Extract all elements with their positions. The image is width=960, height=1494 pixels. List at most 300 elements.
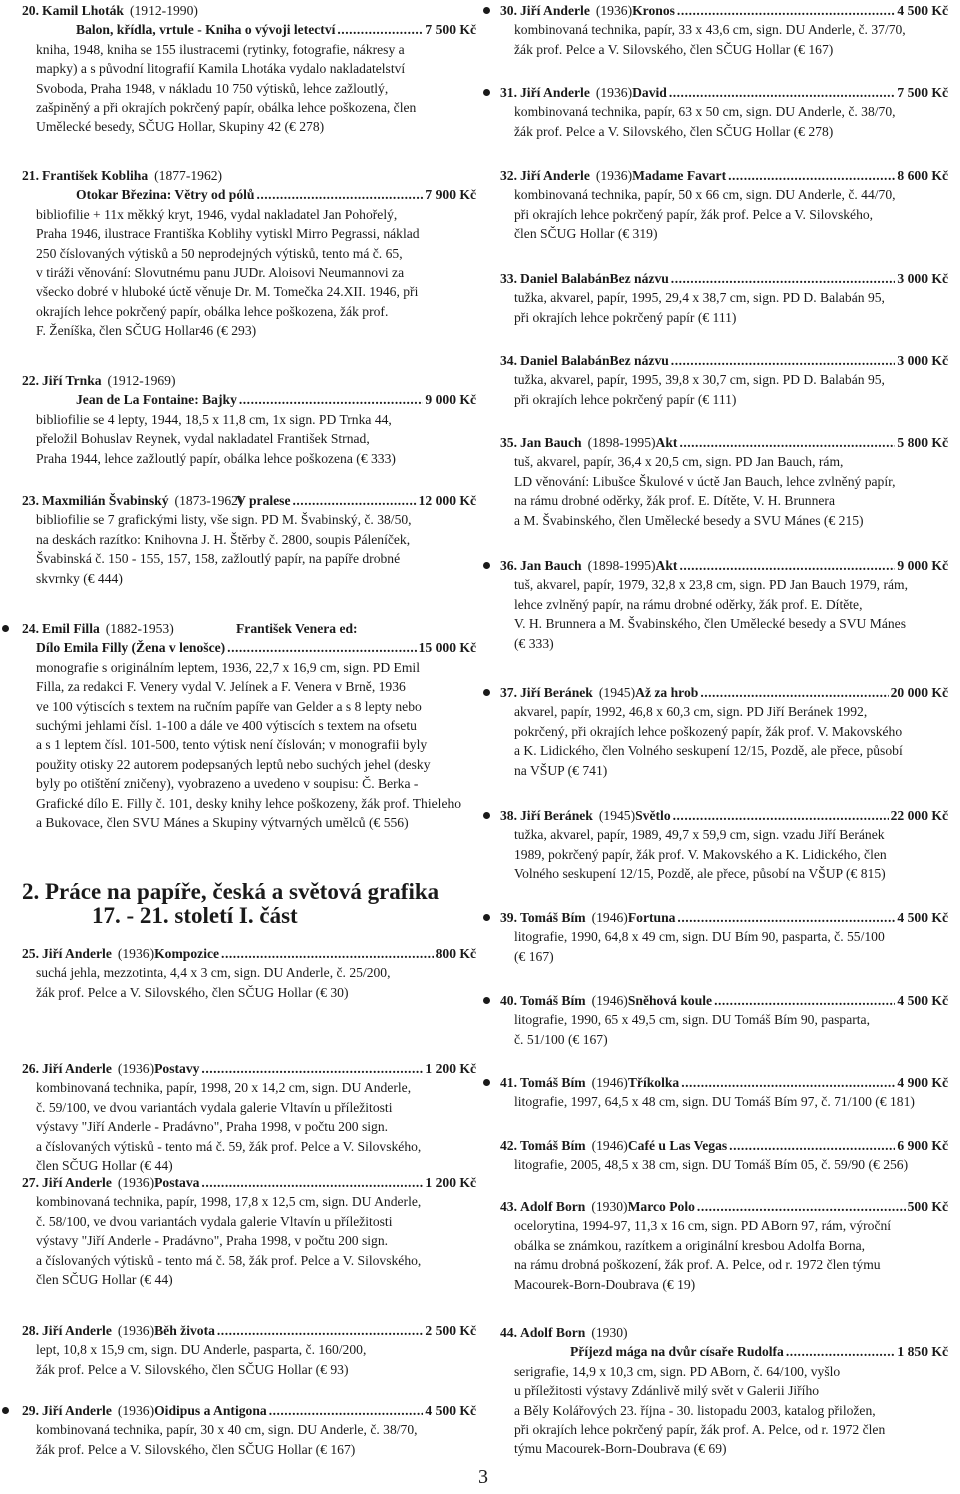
artwork-title: Marco Polo xyxy=(627,1199,695,1214)
description-line: výstavy "Jiří Anderle - Pradávno", Praha 1998, v počtu 200 sign. xyxy=(36,1233,389,1249)
entry-number: 24. xyxy=(22,621,39,636)
description-line: č. 59/100, ve dvou variantách vydala galerie Vltavín u příležitosti xyxy=(36,1099,393,1115)
bullet-icon xyxy=(483,997,490,1004)
artwork-title: Oidipus a Antigona xyxy=(154,1403,267,1418)
description-line: a M. Švabinského, člen Umělecké besedy a SVU Mánes (€ 215) xyxy=(514,512,864,528)
artwork-title: Bez názvu xyxy=(609,271,669,286)
entry-header xyxy=(500,166,948,185)
artist-years: (1873-1962) xyxy=(174,493,243,508)
entry-author xyxy=(500,269,610,288)
page-number: 3 xyxy=(478,1466,488,1488)
entry-author xyxy=(22,1173,154,1192)
description-line: Švabinská č. 150 - 155, 157, 158, zažloutlý papír, na papíře drobné xyxy=(36,551,401,567)
description-line: Svoboda, Praha 1948, v nákladu 10 750 výtisků, lehce zažloutlý, xyxy=(36,80,389,96)
description-line: skvrnky (€ 444) xyxy=(36,570,123,586)
catalog-entry xyxy=(500,1323,948,1459)
description-line: žák prof. Pelce a V. Silovského, člen SČUG Hollar (€ 93) xyxy=(36,1361,349,1377)
entry-header xyxy=(500,433,948,452)
catalog-entry xyxy=(22,371,476,468)
entry-subtitle-row xyxy=(500,1342,948,1361)
description-line: člen SČUG Hollar (€ 319) xyxy=(514,226,658,242)
description-line: tužka, akvarel, papír, 1995, 39,8 x 30,7 cm, sign. PD D. Balabán 95, xyxy=(514,372,885,388)
artist-name: Tomáš Bím xyxy=(520,1138,586,1153)
price: 1 850 Kč xyxy=(897,1344,948,1360)
artwork-title: Příjezd mága na dvůr císaře Rudolfa xyxy=(570,1344,784,1360)
entry-description xyxy=(22,1192,476,1289)
artist-years: (1946) xyxy=(591,910,628,925)
leader-dots xyxy=(671,351,896,370)
entry-author xyxy=(22,166,222,185)
catalog-entry xyxy=(500,351,948,409)
catalog-entry xyxy=(22,1059,476,1175)
entry-header xyxy=(22,1173,476,1192)
artist-years: (1912-1990) xyxy=(129,3,198,18)
artwork-title: Až za hrob xyxy=(635,685,699,700)
entry-author xyxy=(500,1073,628,1092)
price: 22 000 Kč xyxy=(890,808,948,823)
price: 3 000 Kč xyxy=(897,271,948,286)
entry-header xyxy=(22,1059,476,1078)
artist-name: Jan Bauch xyxy=(520,558,582,573)
catalog-entry xyxy=(22,491,476,588)
description-line: při okrajích lehce pokrčený papír (€ 111) xyxy=(514,391,737,407)
leader-dots xyxy=(677,1,895,20)
entry-author xyxy=(500,1136,628,1155)
description-line: na rámu drobné oděrky, žák prof. E. Dítěte, V. H. Brunnera xyxy=(514,493,835,509)
entry-header xyxy=(500,83,948,102)
entry-description xyxy=(22,410,476,468)
description-line: lehce zvlněný papír, na rámu drobné oděrky, žák prof. E. Dítěte, xyxy=(514,596,863,612)
leader-dots xyxy=(681,1073,895,1092)
description-line: kombinovaná technika, papír, 63 x 50 cm, sign. DU Anderle, č. 38/70, xyxy=(514,104,896,120)
description-line: kombinovaná technika, papír, 33 x 43,6 cm, sign. DU Anderle, č. 37/70, xyxy=(514,22,906,38)
leader-dots xyxy=(728,166,895,185)
entry-author xyxy=(500,166,632,185)
description-line: bibliofilie se 7 grafickými listy, vše sign. PD M. Švabinský, č. 38/50, xyxy=(36,512,412,528)
catalog-entry xyxy=(500,1073,948,1112)
entry-description xyxy=(500,1010,948,1049)
description-line: člen SČUG Hollar (€ 44) xyxy=(36,1158,173,1174)
entry-number: 31. xyxy=(500,85,517,100)
description-line: obálka se známkou, razítkem a originální kresbou Adolfa Borna, xyxy=(514,1237,866,1253)
artwork-title: Běh života xyxy=(154,1323,215,1338)
entry-number: 34. xyxy=(500,353,517,368)
description-line: a s 1 leptem čísl. 101-500, tento výtisk není číslován; v monografii byly xyxy=(36,737,428,753)
description-line: okrajích lehce pokrčený papír, obálka lehce poškozena, žák prof. xyxy=(36,303,389,319)
description-line: při okrajích lehce pokrčený papír, žák prof. Pelce a V. Silovského, xyxy=(514,206,874,222)
artwork-title: Světlo xyxy=(635,808,671,823)
artist-years: (1912-1969) xyxy=(107,373,176,388)
artwork-title: Café u Las Vegas xyxy=(627,1138,728,1153)
artist-years: (1936) xyxy=(595,168,633,183)
entry-number: 42. xyxy=(500,1138,517,1153)
description-line: a číslovaných výtisků - tento má č. 58, žák prof. Pelce a V. Silovského, xyxy=(36,1252,422,1268)
entry-subtitle-row xyxy=(22,20,476,39)
section-heading-line1: 2. Práce na papíře, česká a světová grafika xyxy=(22,879,440,904)
entry-description xyxy=(22,510,476,588)
entry-author xyxy=(500,556,656,575)
entry-number: 29. xyxy=(22,1403,39,1418)
description-line: byly po otištění zničeny), vyobrazeno a uvedeno v soupisu: Č. Berka - xyxy=(36,776,419,792)
artwork-title: Fortuna xyxy=(627,910,676,925)
description-line: suchá jehla, mezzotinta, 4,4 x 3 cm, sign. DU Anderle, č. 25/200, xyxy=(36,965,391,981)
entry-header xyxy=(22,1,476,20)
artwork-title: Kompozice xyxy=(154,946,220,961)
description-line: pokrčený, při okrajích lehce poškozený papír, žák prof. V. Makovského xyxy=(514,723,903,739)
entry-description xyxy=(22,1078,476,1175)
price: 8 600 Kč xyxy=(897,168,948,183)
price: 20 000 Kč xyxy=(890,685,948,700)
section-heading xyxy=(22,880,476,928)
description-line: mapky) a s původní litografií Kamila Lhotáka vydalo nakladatelství xyxy=(36,61,406,77)
artist-name: Jiří Trnka xyxy=(42,373,102,388)
artwork-title: Tříkolka xyxy=(627,1075,680,1090)
artwork-title: V pralese xyxy=(236,493,291,508)
entry-number: 26. xyxy=(22,1061,39,1076)
leader-dots xyxy=(700,683,888,702)
entry-number: 21. xyxy=(22,168,39,183)
entry-author xyxy=(22,371,176,390)
leader-dots xyxy=(227,638,416,657)
price: 6 900 Kč xyxy=(897,1138,948,1153)
description-line: výstavy "Jiří Anderle - Pradávno", Praha 1998, v počtu 200 sign. xyxy=(36,1119,389,1135)
description-line: u příležitosti výstavy Zdánlivě milý svět v Galerii Jiřího xyxy=(514,1383,820,1399)
artist-name: Tomáš Bím xyxy=(520,1075,586,1090)
entry-number: 28. xyxy=(22,1323,39,1338)
artist-name: Jiří Beránek xyxy=(520,808,593,823)
artist-years: (1936) xyxy=(117,946,155,961)
description-line: žák prof. Pelce a V. Silovského, člen SČUG Hollar (€ 30) xyxy=(36,984,349,1000)
artist-name: Tomáš Bím xyxy=(520,993,586,1008)
leader-dots xyxy=(256,185,423,204)
entry-header xyxy=(500,1136,948,1155)
price: 4 900 Kč xyxy=(897,1075,948,1090)
artist-name: Maxmilián Švabinský xyxy=(42,493,169,508)
description-line: při okrajích lehce pokrčený papír, žák prof. A. Pelce, od r. 1972 člen xyxy=(514,1422,886,1438)
entry-header xyxy=(500,806,948,825)
leader-dots xyxy=(337,20,423,39)
description-line: žák prof. Pelce a V. Silovského, člen SČUG Hollar (€ 167) xyxy=(36,1441,356,1457)
entry-author xyxy=(500,683,635,702)
artist-name: Jiří Anderle xyxy=(520,85,590,100)
catalog-entry xyxy=(500,991,948,1049)
description-line: tužka, akvarel, papír, 1995, 29,4 x 38,7 cm, sign. PD D. Balabán 95, xyxy=(514,290,885,306)
entry-number: 20. xyxy=(22,3,39,18)
catalog-entry xyxy=(500,1,948,59)
description-line: Volného seskupení 12/15, Pozdě, ale přece, působí na VŠUP (€ 815) xyxy=(514,866,886,882)
description-line: bibliofilie + 11x měkký kryt, 1946, vydal nakladatel Jan Pohořelý, xyxy=(36,206,398,222)
description-line: litografie, 1990, 65 x 49,5 cm, sign. DU Tomáš Bím 90, pasparta, xyxy=(514,1012,870,1028)
bullet-icon xyxy=(483,562,490,569)
description-line: na VŠUP (€ 741) xyxy=(514,762,608,778)
entry-header xyxy=(22,491,476,510)
price: 7 500 Kč xyxy=(425,22,476,38)
description-line: a číslovaných výtisků - tento má č. 59, žák prof. Pelce a V. Silovského, xyxy=(36,1138,422,1154)
description-line: zašpiněný a při okrajích pokrčený papír, obálka lehce poškozena, člen xyxy=(36,100,417,116)
description-line: ve 100 výtiscích s textem na ručním papíře van Gelder a s 8 lepty nebo xyxy=(36,698,422,714)
entry-number: 30. xyxy=(500,3,517,18)
artist-name: Jiří Anderle xyxy=(520,3,590,18)
description-line: Praha 1944, lehce zažloutlý papír, obálka lehce poškozena (€ 333) xyxy=(36,450,396,466)
leader-dots xyxy=(217,1321,424,1340)
artist-years: (1946) xyxy=(591,1075,628,1090)
description-line: suchými jehlami čísl. 1-100 a dále ve 400 výtiscích s textem na ofsetu xyxy=(36,718,417,734)
description-line: a Běly Kolářových 23. října - 30. listopadu 2003, katalog přiložen, xyxy=(514,1402,876,1418)
price: 9 000 Kč xyxy=(425,392,476,408)
artist-years: (1877-1962) xyxy=(154,168,223,183)
entry-description xyxy=(500,185,948,243)
price: 4 500 Kč xyxy=(897,3,948,18)
entry-number: 41. xyxy=(500,1075,517,1090)
price: 1 200 Kč xyxy=(425,1061,476,1076)
entry-author xyxy=(22,1321,154,1340)
leader-dots xyxy=(677,908,895,927)
price: 15 000 Kč xyxy=(418,640,476,656)
price: 500 Kč xyxy=(907,1199,948,1214)
artwork-title: Dílo Emila Filly (Žena v lenošce) xyxy=(36,640,226,656)
description-line: na rámu drobná poškození, žák prof. A. Pelce, od r. 1972 člen týmu xyxy=(514,1257,881,1273)
artist-years: (1945) xyxy=(598,685,636,700)
entry-subtitle-row xyxy=(22,185,476,204)
entry-description xyxy=(22,658,476,833)
description-line: č. 51/100 (€ 167) xyxy=(514,1031,608,1047)
entry-author xyxy=(500,991,628,1010)
entry-author xyxy=(500,806,635,825)
artist-name: Emil Filla xyxy=(42,621,100,636)
artist-name: Jiří Anderle xyxy=(42,1403,112,1418)
bullet-icon xyxy=(483,89,490,96)
bullet-icon xyxy=(483,7,490,14)
artwork-title: David xyxy=(632,85,667,100)
entry-number: 43. xyxy=(500,1199,517,1214)
entry-description xyxy=(500,1362,948,1459)
entry-number: 39. xyxy=(500,910,517,925)
description-line: monografie s originálním leptem, 1936, 22,7 x 16,9 cm, sign. PD Emil xyxy=(36,659,420,675)
artwork-title: Postavy xyxy=(154,1061,200,1076)
price: 9 000 Kč xyxy=(897,558,948,573)
description-line: kombinovaná technika, papír, 50 x 66 cm, sign. DU Anderle, č. 44/70, xyxy=(514,187,896,203)
description-line: kombinovaná technika, papír, 1998, 20 x 14,2 cm, sign. DU Anderle, xyxy=(36,1080,412,1096)
artist-years: (1936) xyxy=(595,85,633,100)
description-line: a K. Lidického, člen Volného seskupení 12/15, Pozdě, ale přece, působí xyxy=(514,743,903,759)
artist-years: (1936) xyxy=(117,1403,155,1418)
artwork-title: Akt xyxy=(655,558,678,573)
artwork-title: Postava xyxy=(154,1175,200,1190)
entry-header xyxy=(500,1197,948,1216)
artist-name: Jiří Anderle xyxy=(42,1061,112,1076)
leader-dots xyxy=(201,1059,423,1078)
artist-name: Jiří Anderle xyxy=(520,168,590,183)
entry-description xyxy=(22,963,476,1002)
entry-author xyxy=(22,944,154,963)
artist-years: (1936) xyxy=(117,1323,155,1338)
description-line: (€ 333) xyxy=(514,635,554,651)
entry-subtitle-row xyxy=(22,638,476,657)
price: 2 500 Kč xyxy=(425,1323,476,1338)
entry-number: 35. xyxy=(500,435,517,450)
artwork-title: Otokar Březina: Větry od pólů xyxy=(76,187,255,203)
description-line: při okrajích lehce pokrčený papír (€ 111) xyxy=(514,309,737,325)
leader-dots xyxy=(293,491,417,510)
catalog-entry xyxy=(22,166,476,341)
description-line: kombinovaná technika, papír, 1998, 17,8 x 12,5 cm, sign. DU Anderle, xyxy=(36,1194,422,1210)
description-line: člen SČUG Hollar (€ 44) xyxy=(36,1272,173,1288)
leader-dots xyxy=(671,269,896,288)
entry-description xyxy=(500,575,948,653)
entry-number: 25. xyxy=(22,946,39,961)
description-line: tuš, akvarel, papír, 36,4 x 20,5 cm, sign. PD Jan Bauch, rám, xyxy=(514,454,844,470)
leader-dots xyxy=(669,83,896,102)
artist-name: Jiří Beránek xyxy=(520,685,593,700)
description-line: týmu Macourek-Born-Doubrava (€ 69) xyxy=(514,1441,727,1457)
price: 3 000 Kč xyxy=(897,353,948,368)
catalog-entry xyxy=(22,1401,476,1459)
entry-number: 38. xyxy=(500,808,517,823)
description-line: ocelorytina, 1994-97, 11,3 x 16 cm, sign. PD ABorn 97, rám, výroční xyxy=(514,1218,892,1234)
description-line: všecko dobré v hluboké úctě věnuje Dr. M. Tomečka 24.XII. 1946, při xyxy=(36,284,419,300)
artwork-title: Balon, křídla, vrtule - Kniha o vývoji letectví xyxy=(76,22,336,38)
entry-header xyxy=(22,166,476,185)
entry-number: 40. xyxy=(500,993,517,1008)
entry-header xyxy=(500,683,948,702)
entry-number: 44. xyxy=(500,1325,517,1340)
artwork-title: Kronos xyxy=(632,3,675,18)
entry-author xyxy=(500,1323,628,1342)
catalog-entry xyxy=(500,1197,948,1294)
description-line: použity otisky 22 autorem podepsaných leptů nebo suchých jehel (desky xyxy=(36,756,431,772)
artist-years: (1936) xyxy=(117,1061,155,1076)
entry-number: 23. xyxy=(22,493,39,508)
entry-description xyxy=(500,1155,948,1174)
artist-name: Kamil Lhoták xyxy=(42,3,124,18)
description-line: přeložil Bohuslav Reynek, vydal nakladatel František Strnad, xyxy=(36,431,370,447)
leader-dots xyxy=(714,991,895,1010)
description-line: (€ 167) xyxy=(514,948,554,964)
entry-author xyxy=(500,908,628,927)
description-line: kombinovaná technika, papír, 30 x 40 cm, sign. DU Anderle, č. 38/70, xyxy=(36,1422,418,1438)
price: 800 Kč xyxy=(435,946,476,961)
price: 7 900 Kč xyxy=(425,187,476,203)
price: 4 500 Kč xyxy=(897,993,948,1008)
artist-years: (1930) xyxy=(591,1325,628,1340)
entry-description xyxy=(500,702,948,780)
bullet-icon xyxy=(483,689,490,696)
description-line: akvarel, papír, 1992, 46,8 x 60,3 cm, sign. PD Jiří Beránek 1992, xyxy=(514,704,868,720)
leader-dots xyxy=(221,944,434,963)
catalog-entry xyxy=(500,806,948,884)
artwork-title: Sněhová koule xyxy=(627,993,713,1008)
description-line: tuš, akvarel, papír, 1979, 32,8 x 23,8 cm, sign. PD Jan Bauch 1979, rám, xyxy=(514,577,908,593)
catalog-entry xyxy=(500,166,948,244)
description-line: na deskách razítko: Knihovna J. H. Štěrby č. 2800, soupis Páleníček, xyxy=(36,531,411,547)
price: 12 000 Kč xyxy=(418,493,476,508)
catalog-entry xyxy=(500,556,948,653)
entry-header xyxy=(22,944,476,963)
description-line: žák prof. Pelce a V. Silovského, člen SČUG Hollar (€ 167) xyxy=(514,41,834,57)
entry-description xyxy=(22,40,476,137)
catalog-entry xyxy=(500,1136,948,1175)
description-line: F. Ženíška, člen SČUG Hollar46 (€ 293) xyxy=(36,323,257,339)
artwork-title: Jean de La Fontaine: Bajky xyxy=(76,392,237,408)
artist-name: Jiří Anderle xyxy=(42,946,112,961)
bullet-icon xyxy=(2,625,9,632)
description-line: v tiráži věnování: Slovutnému panu JUDr. Aloisovi Neumannovi za xyxy=(36,265,405,281)
entry-description xyxy=(500,1216,948,1294)
artwork-title: František Venera ed: xyxy=(236,621,358,636)
catalog-entry xyxy=(22,944,476,1002)
description-line: litografie, 1997, 64,5 x 48 cm, sign. DU Tomáš Bím 97, č. 71/100 (€ 181) xyxy=(514,1094,915,1110)
entry-header xyxy=(500,1323,948,1342)
entry-author xyxy=(22,491,243,510)
description-line: tužka, akvarel, papír, 1989, 49,7 x 59,9 cm, sign. vzadu Jiří Beránek xyxy=(514,827,885,843)
price: 7 500 Kč xyxy=(897,85,948,100)
entry-header xyxy=(500,351,948,370)
entry-number: 22. xyxy=(22,373,39,388)
artist-years: (1930) xyxy=(591,1199,628,1214)
entry-header xyxy=(22,619,476,638)
artist-name: Daniel Balabán xyxy=(520,353,610,368)
catalog-entry xyxy=(22,1173,476,1289)
entry-header xyxy=(500,908,948,927)
leader-dots xyxy=(729,1136,895,1155)
description-line: lept, 10,8 x 15,9 cm, sign. DU Anderle, pasparta, č. 160/200, xyxy=(36,1342,367,1358)
catalog-entry xyxy=(500,269,948,327)
entry-description xyxy=(500,927,948,966)
catalog-entry xyxy=(22,619,476,832)
artist-name: Tomáš Bím xyxy=(520,910,586,925)
artist-name: Adolf Born xyxy=(520,1199,586,1214)
artist-name: František Kobliha xyxy=(42,168,149,183)
description-line: LD věnování: Libušce Škulové v úctě Jan Bauch, lehce zvlněný papír, xyxy=(514,473,896,489)
leader-dots xyxy=(786,1342,896,1361)
entry-description xyxy=(500,1092,948,1111)
description-line: Grafické dílo E. Filly č. 101, desky knihy lehce poškozeny, žák prof. Thieleho xyxy=(36,795,462,811)
bullet-icon xyxy=(2,1407,9,1414)
description-line: Filla, za redakci F. Venery vydal V. Jelínek a F. Venera v Brně, 1936 xyxy=(36,679,406,695)
leader-dots xyxy=(679,433,895,452)
entry-author xyxy=(22,619,236,638)
entry-number: 33. xyxy=(500,271,517,286)
entry-description xyxy=(500,288,948,327)
artist-name: Jiří Anderle xyxy=(42,1323,112,1338)
description-line: serigrafie, 14,9 x 10,3 cm, sign. PD ABorn, č. 64/100, vyšlo xyxy=(514,1363,841,1379)
entry-author xyxy=(500,433,656,452)
entry-author xyxy=(500,351,610,370)
catalog-entry xyxy=(22,1,476,137)
description-line: litografie, 2005, 48,5 x 38 cm, sign. DU Tomáš Bím 05, č. 59/90 (€ 256) xyxy=(514,1157,909,1173)
catalog-entry xyxy=(22,1321,476,1379)
entry-header xyxy=(22,371,476,390)
description-line: 250 číslovaných výtisků a 50 neprodejných výtisků, tento má č. 65, xyxy=(36,245,403,261)
price: 4 500 Kč xyxy=(897,910,948,925)
entry-header xyxy=(22,1321,476,1340)
entry-header xyxy=(500,1,948,20)
entry-description xyxy=(500,20,948,59)
entry-description xyxy=(500,452,948,530)
entry-header xyxy=(500,269,948,288)
entry-header xyxy=(22,1401,476,1420)
artist-years: (1936) xyxy=(595,3,633,18)
artist-years: (1945) xyxy=(598,808,636,823)
artist-name: Daniel Balabán xyxy=(520,271,610,286)
leader-dots xyxy=(201,1173,423,1192)
leader-dots xyxy=(697,1197,906,1216)
artist-name: Jiří Anderle xyxy=(42,1175,112,1190)
bullet-icon xyxy=(483,914,490,921)
artist-years: (1898-1995) xyxy=(587,558,656,573)
entry-description xyxy=(500,825,948,883)
artist-name: Adolf Born xyxy=(520,1325,586,1340)
